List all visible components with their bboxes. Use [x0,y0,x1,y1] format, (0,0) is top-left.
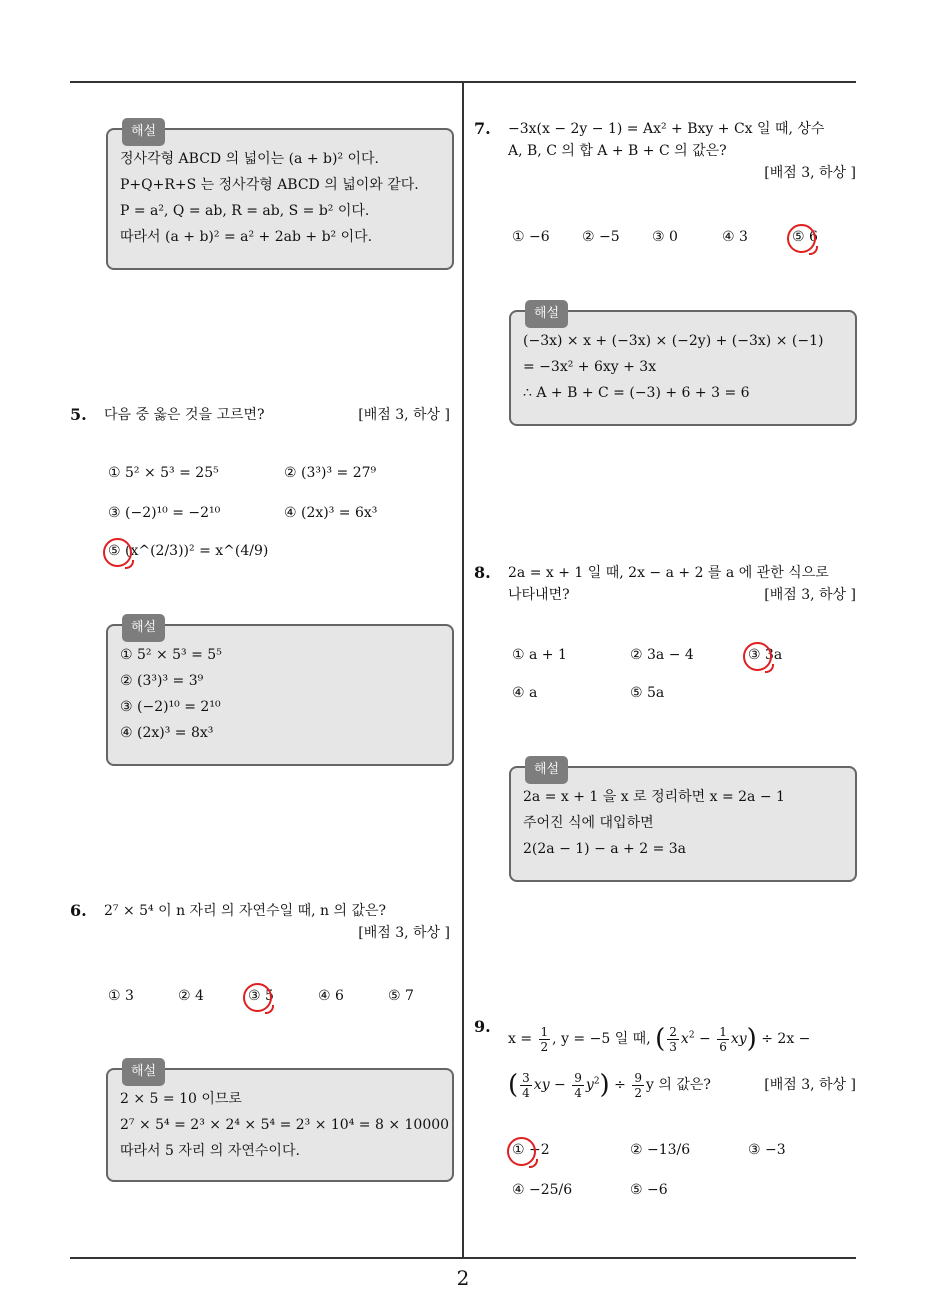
choice-5-selected[interactable] [792,229,818,245]
score-label: [배점 3, 하상 ] [764,587,856,603]
choice-3-selected[interactable] [748,647,782,663]
question-text-line1: −3x(x − 2y − 1) = Ax² + Bxy + Cx 일 때, 상수 [508,121,825,137]
q6-solution-line: 2⁷ × 5⁴ = 2³ × 2⁴ × 5⁴ = 2³ × 10⁴ = 8 × 10000 [120,1117,450,1133]
q4-solution-line: 따라서 (a + b)² = a² + 2ab + b² 이다. [120,229,373,245]
choice-4[interactable]: ④ −25/6 [512,1182,573,1198]
question-number: 7. [474,119,491,138]
question-number: 9. [474,1017,491,1036]
question-text-line1: 2a = x + 1 일 때, 2x − a + 2 를 a 에 관한 식으로 [508,565,829,581]
q8-solution-line: 2(2a − 1) − a + 2 = 3a [523,841,687,857]
q9-text-part: y 의 값은? [645,1077,711,1093]
choice-2[interactable]: ② −5 [582,229,620,245]
answer-circle-mark [743,642,772,671]
solution-tag: 해설 [122,1058,165,1086]
q7-solution-line: (−3x) × x + (−3x) × (−2y) + (−3x) × (−1) [523,333,824,349]
q5-solution-box [106,620,454,766]
q7-solution-line: = −3x² + 6xy + 3x [523,359,657,375]
choice-1-text: ① −2 [512,1142,550,1158]
q9-text-part: , y = −5 일 때, [552,1031,656,1047]
choice-1-selected[interactable] [512,1142,550,1158]
choice-4[interactable]: ④ 3 [722,229,748,245]
answer-circle-mark [103,538,132,567]
score-label: [배점 3, 하상 ] [358,925,450,941]
choice-1[interactable]: ① 5² × 5³ = 25⁵ [108,465,219,481]
q8-choices [512,647,783,701]
choice-4[interactable]: ④ a [512,685,538,701]
question-number: 8. [474,563,491,582]
bottom-rule [70,1257,856,1259]
question-5 [70,404,450,426]
q4-solution-line: P+Q+R+S 는 정사각형 ABCD 의 넓이와 같다. [120,177,419,193]
choice-1[interactable]: ① a + 1 [512,647,567,663]
answer-circle-mark [507,1137,536,1166]
choice-3-text: ③ 5 [248,988,274,1004]
q8-solution-line: 2a = x + 1 을 x 로 정리하면 x = 2a − 1 [523,789,785,805]
question-text: 2⁷ × 5⁴ 이 n 자리 의 자연수일 때, n 의 값은? [104,903,386,919]
q6-choices [108,988,414,1004]
question-9: 9. x = $\frac{1}{2}$ , y = −5 일 때, ( $\frac{2}{3}$ $x^2$ − $\frac{1}{6}$ xy) ÷ 2x − ( $\frac{3}{4}$ xy − $\frac{9}{4}$ $y^2$) ÷ $\frac{9}{2}$ y 의 값은? [배점 3, 하상 ] [474,1016,856,1108]
choice-2[interactable]: ② −13/6 [630,1142,691,1158]
q5-solution-line: ③ (−2)¹⁰ = 2¹⁰ [120,699,221,715]
question-6 [70,900,450,944]
choice-5[interactable]: ⑤ 5a [630,685,665,701]
choice-3[interactable]: ③ (−2)¹⁰ = −2¹⁰ [108,505,221,521]
page-number: 2 [456,1266,470,1290]
q4-solution-line: P = a², Q = ab, R = ab, S = b² 이다. [120,203,370,219]
q6-solution-line: 따라서 5 자리 의 자연수이다. [120,1143,300,1159]
fraction: $\frac{2}{3}$ [669,1024,677,1054]
fraction: $\frac{1}{2}$ [540,1024,549,1054]
column-divider [462,83,464,1257]
solution-tag: 해설 [525,300,568,328]
q5-choices [108,465,378,559]
q5-solution-line: ④ (2x)³ = 8x³ [120,725,214,741]
choice-5-selected[interactable] [108,543,268,559]
choice-5[interactable]: ⑤ 7 [388,988,414,1004]
fraction: $\frac{3}{4}$ [522,1070,530,1100]
q6-solution-box [106,1064,454,1182]
score-label: [배점 3, 하상 ] [764,165,856,181]
q8-solution-box [509,762,857,882]
solution-tag: 해설 [525,756,568,784]
fraction: $\frac{9}{2}$ [634,1070,642,1100]
choice-2[interactable]: ② (3³)³ = 27⁹ [284,465,377,481]
fraction: $\frac{9}{4}$ [574,1070,582,1100]
choice-3[interactable]: ③ −3 [748,1142,786,1158]
choice-2[interactable]: ② 3a − 4 [630,647,694,663]
question-text-line2: 나타내면? [508,587,570,603]
choice-4[interactable]: ④ 6 [318,988,344,1004]
choice-3-text: ③ 3a [748,647,783,663]
q7-choices [512,229,818,245]
question-number: 6. [70,901,87,920]
choice-2[interactable]: ② 4 [178,988,204,1004]
q7-solution-line: ∴ A + B + C = (−3) + 6 + 3 = 6 [523,385,750,401]
question-number: 5. [70,405,87,424]
question-8 [474,562,856,606]
q6-solution-line: 2 × 5 = 10 이므로 [120,1091,242,1107]
question-text-line2: A, B, C 의 합 A + B + C 의 값은? [508,143,727,159]
q8-solution-line: 주어진 식에 대입하면 [523,815,654,831]
choice-3-selected[interactable] [248,988,274,1004]
solution-tag: 해설 [122,118,165,146]
answer-circle-mark [243,983,272,1012]
solution-tag: 해설 [122,614,165,642]
choice-1[interactable]: ① −6 [512,229,550,245]
question-7 [474,118,856,184]
q4-solution-box [106,124,454,270]
answer-circle-mark [787,224,816,253]
choice-1[interactable]: ① 3 [108,988,134,1004]
q5-solution-line: ① 5² × 5³ = 5⁵ [120,647,222,663]
q7-solution-box [509,306,857,426]
score-label: [배점 3, 하상 ] [358,407,450,423]
score-label: [배점 3, 하상 ] [764,1077,856,1093]
fraction: $\frac{1}{6}$ [719,1024,727,1054]
choice-5[interactable]: ⑤ −6 [630,1182,668,1198]
choice-4[interactable]: ④ (2x)³ = 6x³ [284,505,378,521]
q4-solution-line: 정사각형 ABCD 의 넓이는 (a + b)² 이다. [120,151,380,167]
q9-text-part: ÷ 2x − [761,1031,811,1047]
q5-solution-line: ② (3³)³ = 3⁹ [120,673,204,689]
question-text: 다음 중 옳은 것을 고르면? [104,407,265,423]
q9-choices [512,1142,786,1198]
choice-5-text: ⑤ (x^(2/3))² = x^(4/9) [108,543,269,559]
choice-5-text: ⑤ 6 [792,229,818,245]
q9-text-part: x = [508,1031,537,1047]
choice-3[interactable]: ③ 0 [652,229,678,245]
